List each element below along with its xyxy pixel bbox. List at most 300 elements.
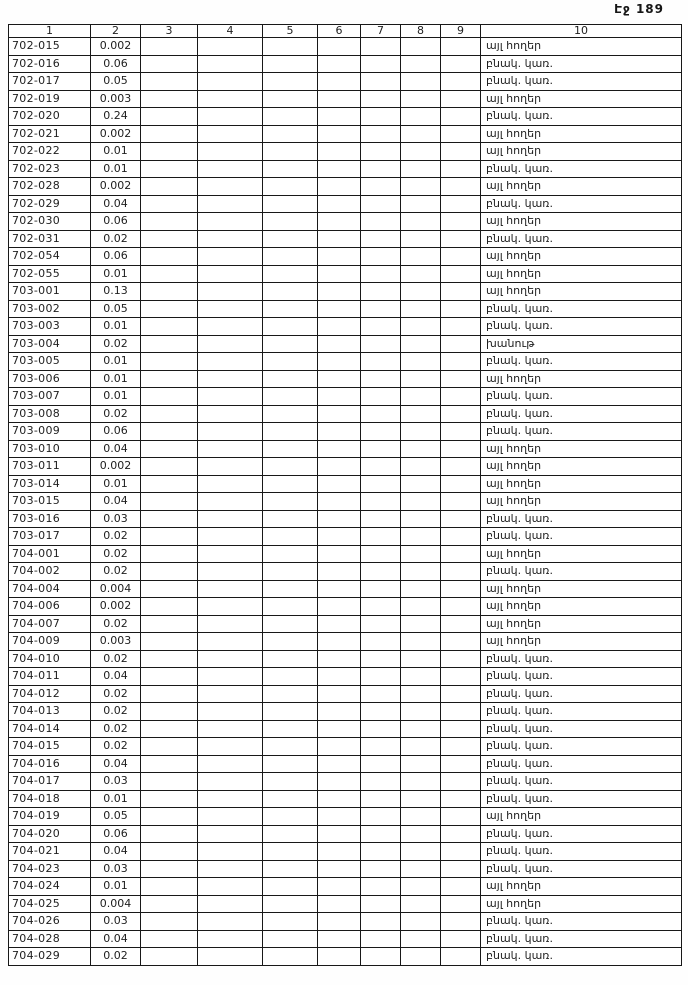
empty-cell: [361, 55, 401, 73]
empty-cell: [263, 125, 318, 143]
value-cell: 0.02: [91, 615, 141, 633]
empty-cell: [318, 668, 361, 686]
empty-cell: [141, 405, 198, 423]
empty-cell: [441, 545, 481, 563]
empty-cell: [441, 475, 481, 493]
empty-cell: [263, 930, 318, 948]
empty-cell: [318, 755, 361, 773]
empty-cell: [361, 720, 401, 738]
value-cell: 0.06: [91, 248, 141, 266]
value-cell: 0.04: [91, 843, 141, 861]
code-cell: 704-021: [9, 843, 91, 861]
empty-cell: [141, 195, 198, 213]
code-cell: 704-024: [9, 878, 91, 896]
data-table: [8, 24, 682, 966]
table-row: [9, 370, 682, 388]
empty-cell: [263, 230, 318, 248]
value-cell: 0.01: [91, 265, 141, 283]
table-row: [9, 493, 682, 511]
empty-cell: [318, 895, 361, 913]
empty-cell: [141, 563, 198, 581]
type-cell: այլ հողեր: [481, 90, 682, 108]
empty-cell: [263, 825, 318, 843]
table-row: [9, 913, 682, 931]
empty-cell: [401, 178, 441, 196]
type-cell: բնակ. կառ.: [481, 300, 682, 318]
empty-cell: [318, 703, 361, 721]
table-row: [9, 738, 682, 756]
empty-cell: [441, 773, 481, 791]
empty-cell: [318, 528, 361, 546]
table-row: [9, 528, 682, 546]
empty-cell: [361, 808, 401, 826]
empty-cell: [401, 860, 441, 878]
empty-cell: [441, 895, 481, 913]
empty-cell: [361, 580, 401, 598]
empty-cell: [441, 633, 481, 651]
empty-cell: [361, 703, 401, 721]
value-cell: 0.01: [91, 790, 141, 808]
table-row: [9, 283, 682, 301]
empty-cell: [263, 878, 318, 896]
code-cell: 702-015: [9, 38, 91, 56]
empty-cell: [141, 738, 198, 756]
value-cell: 0.04: [91, 755, 141, 773]
empty-cell: [441, 440, 481, 458]
empty-cell: [198, 493, 263, 511]
code-cell: 704-007: [9, 615, 91, 633]
table-row: [9, 90, 682, 108]
empty-cell: [141, 108, 198, 126]
code-cell: 704-009: [9, 633, 91, 651]
type-cell: բնակ. կառ.: [481, 405, 682, 423]
empty-cell: [141, 213, 198, 231]
value-cell: 0.04: [91, 668, 141, 686]
table-row: [9, 55, 682, 73]
empty-cell: [318, 738, 361, 756]
code-cell: 704-013: [9, 703, 91, 721]
empty-cell: [198, 860, 263, 878]
empty-cell: [141, 948, 198, 966]
empty-cell: [441, 283, 481, 301]
empty-cell: [198, 160, 263, 178]
empty-cell: [441, 720, 481, 738]
column-header: 4: [198, 25, 263, 38]
empty-cell: [198, 108, 263, 126]
value-cell: 0.06: [91, 55, 141, 73]
empty-cell: [263, 808, 318, 826]
empty-cell: [401, 738, 441, 756]
table-row: [9, 615, 682, 633]
empty-cell: [263, 598, 318, 616]
empty-cell: [441, 948, 481, 966]
empty-cell: [401, 108, 441, 126]
code-cell: 703-010: [9, 440, 91, 458]
empty-cell: [318, 370, 361, 388]
code-cell: 703-008: [9, 405, 91, 423]
type-cell: բնակ. կառ.: [481, 510, 682, 528]
empty-cell: [401, 318, 441, 336]
empty-cell: [263, 860, 318, 878]
code-cell: 704-028: [9, 930, 91, 948]
empty-cell: [441, 563, 481, 581]
empty-cell: [441, 703, 481, 721]
empty-cell: [263, 73, 318, 91]
table-row: [9, 703, 682, 721]
value-cell: 0.05: [91, 300, 141, 318]
code-cell: 703-007: [9, 388, 91, 406]
code-cell: 703-011: [9, 458, 91, 476]
table-row: [9, 843, 682, 861]
code-cell: 703-016: [9, 510, 91, 528]
empty-cell: [318, 300, 361, 318]
empty-cell: [361, 108, 401, 126]
value-cell: 0.003: [91, 633, 141, 651]
empty-cell: [361, 265, 401, 283]
empty-cell: [401, 808, 441, 826]
empty-cell: [441, 213, 481, 231]
value-cell: 0.004: [91, 895, 141, 913]
value-cell: 0.02: [91, 738, 141, 756]
empty-cell: [141, 685, 198, 703]
empty-cell: [401, 353, 441, 371]
type-cell: բնակ. կառ.: [481, 755, 682, 773]
value-cell: 0.03: [91, 860, 141, 878]
empty-cell: [401, 405, 441, 423]
empty-cell: [361, 668, 401, 686]
empty-cell: [401, 143, 441, 161]
empty-cell: [401, 720, 441, 738]
empty-cell: [361, 318, 401, 336]
code-cell: 704-026: [9, 913, 91, 931]
value-cell: 0.004: [91, 580, 141, 598]
code-cell: 704-004: [9, 580, 91, 598]
empty-cell: [441, 160, 481, 178]
table-row: [9, 808, 682, 826]
type-cell: այլ հողեր: [481, 143, 682, 161]
empty-cell: [263, 528, 318, 546]
table-row: [9, 598, 682, 616]
empty-cell: [198, 73, 263, 91]
type-cell: բնակ. կառ.: [481, 55, 682, 73]
empty-cell: [361, 545, 401, 563]
empty-cell: [198, 55, 263, 73]
empty-cell: [318, 650, 361, 668]
empty-cell: [263, 90, 318, 108]
empty-cell: [141, 125, 198, 143]
type-cell: այլ հողեր: [481, 545, 682, 563]
empty-cell: [441, 790, 481, 808]
table-row: [9, 178, 682, 196]
value-cell: 0.02: [91, 335, 141, 353]
empty-cell: [361, 353, 401, 371]
table-row: [9, 265, 682, 283]
empty-cell: [361, 90, 401, 108]
empty-cell: [361, 895, 401, 913]
code-cell: 703-017: [9, 528, 91, 546]
empty-cell: [141, 230, 198, 248]
empty-cell: [141, 178, 198, 196]
empty-cell: [361, 685, 401, 703]
empty-cell: [263, 178, 318, 196]
code-cell: 704-001: [9, 545, 91, 563]
empty-cell: [141, 913, 198, 931]
empty-cell: [441, 930, 481, 948]
type-cell: բնակ. կառ.: [481, 528, 682, 546]
empty-cell: [318, 598, 361, 616]
empty-cell: [263, 895, 318, 913]
type-cell: բնակ. կառ.: [481, 720, 682, 738]
empty-cell: [263, 458, 318, 476]
empty-cell: [263, 633, 318, 651]
type-cell: այլ հողեր: [481, 213, 682, 231]
empty-cell: [263, 248, 318, 266]
table-row: [9, 948, 682, 966]
empty-cell: [401, 895, 441, 913]
empty-cell: [141, 73, 198, 91]
empty-cell: [318, 318, 361, 336]
type-cell: այլ հողեր: [481, 38, 682, 56]
empty-cell: [318, 510, 361, 528]
empty-cell: [401, 195, 441, 213]
empty-cell: [198, 703, 263, 721]
empty-cell: [198, 878, 263, 896]
empty-cell: [198, 720, 263, 738]
type-cell: բնակ. կառ.: [481, 685, 682, 703]
empty-cell: [401, 930, 441, 948]
empty-cell: [441, 493, 481, 511]
type-cell: այլ հողեր: [481, 265, 682, 283]
type-cell: բնակ. կառ.: [481, 913, 682, 931]
empty-cell: [441, 913, 481, 931]
empty-cell: [441, 878, 481, 896]
value-cell: 0.01: [91, 353, 141, 371]
empty-cell: [361, 300, 401, 318]
code-cell: 703-001: [9, 283, 91, 301]
table-row: [9, 930, 682, 948]
empty-cell: [318, 475, 361, 493]
empty-cell: [263, 563, 318, 581]
empty-cell: [198, 685, 263, 703]
empty-cell: [441, 860, 481, 878]
type-cell: այլ հողեր: [481, 125, 682, 143]
type-cell: խանութ: [481, 335, 682, 353]
empty-cell: [141, 458, 198, 476]
value-cell: 0.01: [91, 475, 141, 493]
empty-cell: [441, 73, 481, 91]
empty-cell: [198, 195, 263, 213]
empty-cell: [361, 738, 401, 756]
empty-cell: [401, 633, 441, 651]
empty-cell: [401, 510, 441, 528]
empty-cell: [141, 335, 198, 353]
empty-cell: [361, 248, 401, 266]
empty-cell: [263, 388, 318, 406]
type-cell: բնակ. կառ.: [481, 668, 682, 686]
empty-cell: [361, 388, 401, 406]
empty-cell: [198, 755, 263, 773]
empty-cell: [318, 860, 361, 878]
table-row: [9, 720, 682, 738]
empty-cell: [401, 790, 441, 808]
empty-cell: [141, 493, 198, 511]
value-cell: 0.03: [91, 773, 141, 791]
code-cell: 702-055: [9, 265, 91, 283]
value-cell: 0.002: [91, 38, 141, 56]
empty-cell: [198, 843, 263, 861]
empty-cell: [361, 125, 401, 143]
type-cell: բնակ. կառ.: [481, 948, 682, 966]
code-cell: 702-020: [9, 108, 91, 126]
type-cell: բնակ. կառ.: [481, 843, 682, 861]
table-row: [9, 195, 682, 213]
empty-cell: [318, 265, 361, 283]
empty-cell: [318, 790, 361, 808]
empty-cell: [141, 353, 198, 371]
type-cell: այլ հողեր: [481, 615, 682, 633]
empty-cell: [361, 528, 401, 546]
empty-cell: [441, 405, 481, 423]
empty-cell: [361, 370, 401, 388]
empty-cell: [361, 878, 401, 896]
table-row: [9, 300, 682, 318]
empty-cell: [441, 178, 481, 196]
empty-cell: [198, 283, 263, 301]
empty-cell: [401, 755, 441, 773]
value-cell: 0.24: [91, 108, 141, 126]
empty-cell: [361, 913, 401, 931]
type-cell: այլ հողեր: [481, 475, 682, 493]
value-cell: 0.02: [91, 948, 141, 966]
empty-cell: [198, 370, 263, 388]
empty-cell: [318, 493, 361, 511]
code-cell: 702-019: [9, 90, 91, 108]
value-cell: 0.02: [91, 720, 141, 738]
header-row: [9, 25, 682, 38]
empty-cell: [361, 475, 401, 493]
empty-cell: [318, 143, 361, 161]
empty-cell: [401, 370, 441, 388]
empty-cell: [263, 353, 318, 371]
empty-cell: [141, 808, 198, 826]
empty-cell: [263, 668, 318, 686]
empty-cell: [401, 703, 441, 721]
code-cell: 703-006: [9, 370, 91, 388]
code-cell: 704-017: [9, 773, 91, 791]
empty-cell: [361, 195, 401, 213]
table-row: [9, 458, 682, 476]
code-cell: 702-031: [9, 230, 91, 248]
empty-cell: [141, 423, 198, 441]
empty-cell: [198, 125, 263, 143]
empty-cell: [263, 440, 318, 458]
type-cell: բնակ. կառ.: [481, 230, 682, 248]
table-row: [9, 650, 682, 668]
empty-cell: [263, 318, 318, 336]
empty-cell: [441, 423, 481, 441]
empty-cell: [263, 948, 318, 966]
empty-cell: [441, 598, 481, 616]
empty-cell: [441, 808, 481, 826]
empty-cell: [141, 703, 198, 721]
type-cell: բնակ. կառ.: [481, 790, 682, 808]
code-cell: 704-012: [9, 685, 91, 703]
empty-cell: [141, 318, 198, 336]
empty-cell: [318, 388, 361, 406]
empty-cell: [361, 160, 401, 178]
empty-cell: [361, 230, 401, 248]
empty-cell: [318, 545, 361, 563]
empty-cell: [441, 370, 481, 388]
empty-cell: [198, 580, 263, 598]
empty-cell: [263, 475, 318, 493]
empty-cell: [263, 370, 318, 388]
empty-cell: [441, 685, 481, 703]
empty-cell: [401, 213, 441, 231]
code-cell: 702-016: [9, 55, 91, 73]
value-cell: 0.01: [91, 318, 141, 336]
empty-cell: [318, 773, 361, 791]
value-cell: 0.13: [91, 283, 141, 301]
value-cell: 0.06: [91, 213, 141, 231]
empty-cell: [318, 808, 361, 826]
empty-cell: [441, 108, 481, 126]
code-cell: 704-018: [9, 790, 91, 808]
column-header: 3: [141, 25, 198, 38]
empty-cell: [198, 545, 263, 563]
column-header: 6: [318, 25, 361, 38]
empty-cell: [141, 598, 198, 616]
empty-cell: [263, 195, 318, 213]
empty-cell: [441, 90, 481, 108]
empty-cell: [141, 843, 198, 861]
empty-cell: [318, 878, 361, 896]
empty-cell: [361, 860, 401, 878]
empty-cell: [198, 230, 263, 248]
empty-cell: [361, 213, 401, 231]
empty-cell: [361, 755, 401, 773]
empty-cell: [198, 948, 263, 966]
empty-cell: [198, 38, 263, 56]
empty-cell: [441, 580, 481, 598]
empty-cell: [361, 493, 401, 511]
empty-cell: [141, 580, 198, 598]
empty-cell: [441, 125, 481, 143]
table-row: [9, 545, 682, 563]
table-row: [9, 755, 682, 773]
empty-cell: [263, 38, 318, 56]
empty-cell: [318, 685, 361, 703]
empty-cell: [318, 230, 361, 248]
empty-cell: [198, 90, 263, 108]
empty-cell: [318, 160, 361, 178]
empty-cell: [318, 405, 361, 423]
empty-cell: [361, 458, 401, 476]
empty-cell: [263, 615, 318, 633]
empty-cell: [198, 213, 263, 231]
empty-cell: [401, 843, 441, 861]
value-cell: 0.01: [91, 370, 141, 388]
empty-cell: [361, 790, 401, 808]
empty-cell: [198, 790, 263, 808]
empty-cell: [141, 668, 198, 686]
empty-cell: [141, 878, 198, 896]
table-row: [9, 860, 682, 878]
empty-cell: [441, 143, 481, 161]
value-cell: 0.03: [91, 913, 141, 931]
value-cell: 0.02: [91, 650, 141, 668]
table-row: [9, 38, 682, 56]
